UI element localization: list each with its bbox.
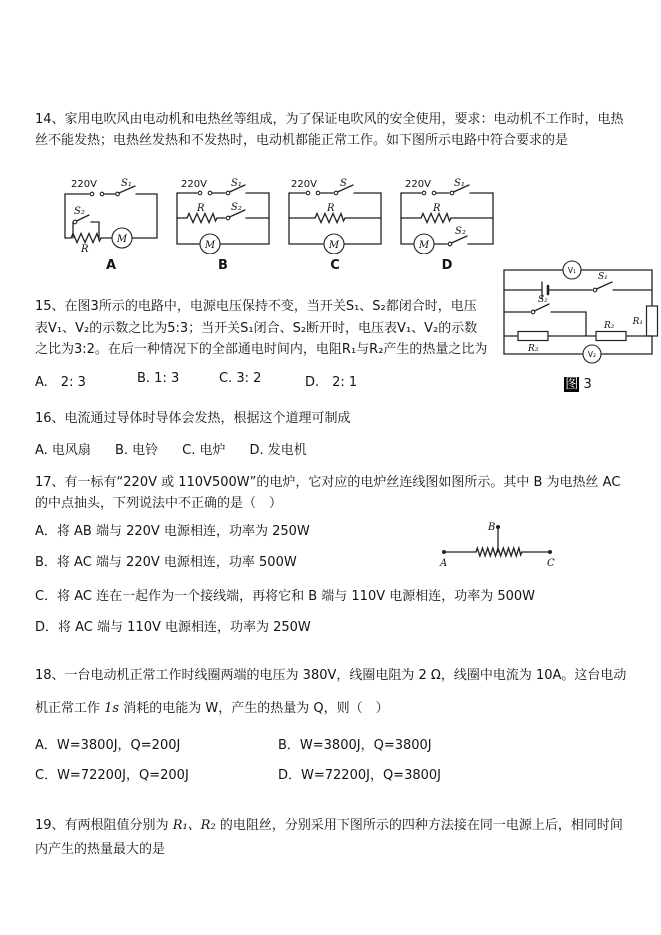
- option-a: A. 2: 3: [35, 375, 86, 390]
- motor-label: M: [418, 240, 430, 251]
- figure-3-caption-char: 图: [565, 377, 579, 392]
- option-d: D．W=72200J，Q=3800J: [278, 768, 441, 783]
- q17-option-c: C．将 AC 连在一起作为一个接线端，再将它和 B 端与 110V 电源相连，功率为 500W: [35, 589, 536, 604]
- q17-heating-wire-figure: [436, 516, 558, 572]
- circuit-letter: C: [330, 258, 340, 273]
- figure-3-caption-number: 3: [583, 377, 592, 392]
- circuit-letter: D: [441, 258, 453, 273]
- question-16-text: 16、电流通过导体时导体会发热，根据这个道理可制成: [35, 411, 351, 426]
- question-15-text: 15、在图3所示的电路中，电源电压保持不变，当开关S₁、S₂都闭合时，电压表V₁、V₂的示数之比为5:3；当开关S₁闭合、S₂断开时，电压表V₁、V₂的示数之比为3:2。在后一种情况下的全部通电时间内，电阻R₁与R₂产生的热量之比为: [35, 299, 488, 357]
- question-15-options: [35, 371, 357, 390]
- figure-3: [496, 258, 660, 392]
- q19-text-part1: 19、有两根阻值分别为: [35, 818, 173, 833]
- voltage-label: 220V: [291, 179, 317, 190]
- switch-s-label: S: [340, 178, 347, 189]
- option-c: C．W=72200J，Q=200J: [35, 768, 189, 783]
- option-d: D. 2: 1: [305, 375, 358, 390]
- circuit-diagram-c: [282, 176, 388, 273]
- option-a: A．W=3800J，Q=200J: [35, 738, 181, 753]
- resistor-label: R: [327, 203, 335, 214]
- figure-3-circuit: [496, 258, 660, 366]
- voltage-label: 220V: [181, 179, 207, 190]
- option-a: A. 电风扇: [35, 443, 91, 458]
- q19-formula-r1-r2: R₁、R₂: [172, 818, 216, 833]
- resistor-label: R: [433, 203, 441, 214]
- q17-option-b: B．将 AC 端与 220V 电源相连，功率 500W: [35, 555, 297, 570]
- q17-option-a: A．将 AB 端与 220V 电源相连，功率为 250W: [35, 524, 310, 539]
- switch-s1-label: S₁: [598, 272, 608, 282]
- resistor-r2-label: R₂: [604, 321, 615, 331]
- q17-figure-svg: [436, 516, 558, 568]
- circuit-diagram-a: [58, 176, 164, 273]
- option-b: B. 1: 3: [137, 371, 180, 386]
- switch-s1-label: S₁: [121, 178, 132, 189]
- resistor-label: R: [81, 244, 89, 254]
- voltage-label: 220V: [71, 179, 97, 190]
- q18-formula-1s: 1s: [104, 701, 120, 716]
- question-16-options: [35, 439, 307, 458]
- option-b: B．W=3800J，Q=3800J: [278, 738, 432, 753]
- question-19-text: [35, 814, 635, 862]
- voltmeter-v2-label: V₂: [587, 350, 597, 359]
- switch-s2-label: S₂: [74, 206, 85, 217]
- question-14-text: 14、家用电吹风由电动机和电热丝等组成，为了保证电吹风的安全使用，要求：电动机不工作时，电热丝不能发热；电热丝发热和不发热时，电动机都能正常工作。如下图所示电路中符合要求的是: [35, 112, 624, 148]
- q18-text-part1: 18、一台电动机正常工作时线圈两端的电压为 380V，线圈电阻为 2 Ω，线圈中电流为 10A。这台电动机正常工作: [35, 668, 627, 716]
- voltmeter-v1-label: V₁: [567, 266, 577, 275]
- question-18-options: [35, 734, 441, 783]
- question-18-text: [35, 659, 635, 725]
- q17-option-d: D．将 AC 端与 110V 电源相连，功率为 250W: [35, 620, 311, 635]
- circuit-diagram-d: [394, 176, 500, 273]
- q19-text-part2: 的电阻丝，分别采用下图所示的四种方法接在同一电源上后，相同时间内产生的热量最大的是: [35, 818, 623, 857]
- option-c: C. 电炉: [182, 443, 226, 458]
- switch-s2-label: S₂: [231, 202, 242, 213]
- switch-s1-label: S₁: [231, 178, 242, 189]
- figure-3-caption: [496, 373, 660, 392]
- option-c: C. 3: 2: [219, 371, 262, 386]
- circuit-letter: B: [218, 258, 228, 273]
- switch-s2-label: S₂: [538, 295, 548, 305]
- circuit-a-figure: [58, 176, 164, 254]
- voltage-label: 220V: [405, 179, 431, 190]
- resistor-r3-label: R₃: [528, 344, 539, 354]
- circuit-letter: A: [105, 258, 117, 273]
- switch-s2-label: S₂: [455, 226, 466, 237]
- circuit-b-figure: [170, 176, 276, 254]
- motor-label: M: [116, 234, 128, 245]
- motor-label: M: [328, 240, 340, 251]
- circuit-d-figure: [394, 176, 500, 254]
- option-b: B. 电铃: [114, 443, 159, 458]
- circuit-c-figure: [282, 176, 388, 254]
- q14-circuit-options: [58, 176, 500, 273]
- terminal-a-label: A: [440, 558, 448, 568]
- option-d: D. 发电机: [249, 443, 307, 458]
- motor-label: M: [204, 240, 216, 251]
- resistor-r1-label: R₁: [632, 317, 643, 327]
- question-17-text: 17、有一标有“220V 或 110V500W”的电炉，它对应的电炉丝连线图如图所示。其中 B 为电热丝 AC 的中点抽头，下列说法中不正确的是（ ）: [35, 475, 621, 511]
- terminal-c-label: C: [547, 558, 555, 568]
- switch-s1-label: S₁: [454, 178, 465, 189]
- circuit-diagram-b: [170, 176, 276, 273]
- terminal-b-label: B: [488, 522, 496, 533]
- q18-text-part2: 消耗的电能为 W，产生的热量为 Q，则（ ）: [119, 701, 389, 716]
- resistor-label: R: [197, 203, 205, 214]
